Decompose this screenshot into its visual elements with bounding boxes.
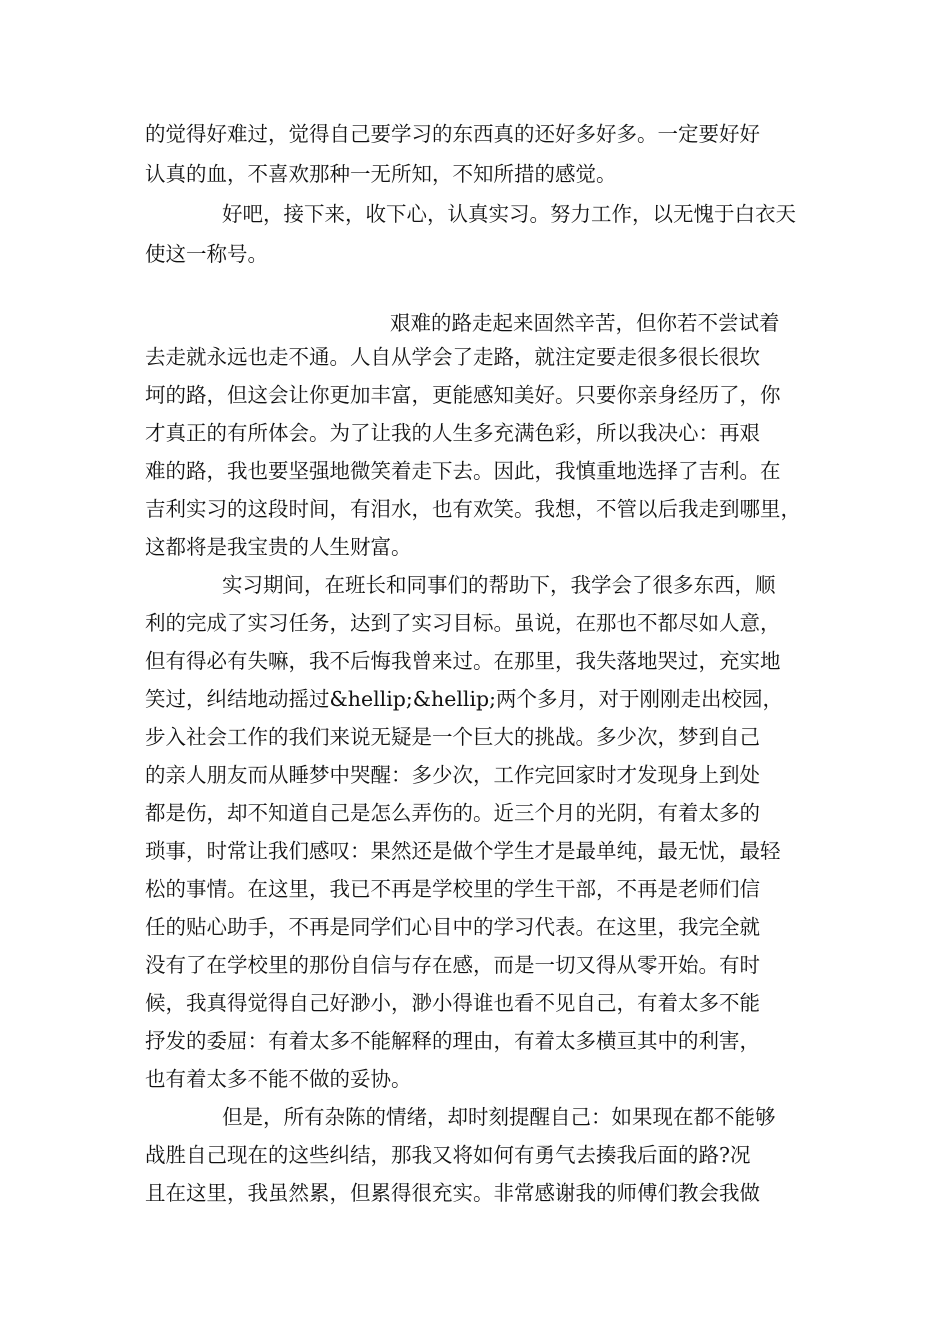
text-line: 松的事情。在这里，我已不再是学校里的学生干部，不再是老师们信 <box>145 877 760 901</box>
text-line: 笑过，纠结地动摇过&hellip;&hellip;两个多月，对于刚刚走出校园， <box>145 687 784 711</box>
text-line: 利的完成了实习任务，达到了实习目标。虽说，在那也不都尽如人意， <box>145 611 781 635</box>
text-line: 坷的路，但这会让你更加丰富，更能感知美好。只要你亲身经历了，你 <box>145 383 781 407</box>
text-line: 抒发的委屈：有着太多不能解释的理由，有着太多横亘其中的利害， <box>145 1029 760 1053</box>
text-line: 但有得必有失嘛，我不后悔我曾来过。在那里，我失落地哭过，充实地 <box>145 649 781 673</box>
text-line: 认真的血，不喜欢那种一无所知，不知所措的感觉。 <box>145 162 617 186</box>
text-line: 战胜自己现在的这些纠结，那我又将如何有勇气去揍我后面的路?况 <box>145 1143 751 1167</box>
text-line: 去走就永远也走不通。人自从学会了走路，就注定要走很多很长很坎 <box>145 345 760 369</box>
text-line: 且在这里，我虽然累，但累得很充实。非常感谢我的师傅们教会我做 <box>145 1181 760 1205</box>
text-line: 才真正的有所体会。为了让我的人生多充满色彩，所以我决心：再艰 <box>145 421 760 445</box>
text-line: 步入社会工作的我们来说无疑是一个巨大的挑战。多少次，梦到自己 <box>145 725 760 749</box>
text-line: 都是伤，却不知道自己是怎么弄伤的。近三个月的光阴，有着太多的 <box>145 801 760 825</box>
text-line: 没有了在学校里的那份自信与存在感，而是一切又得从零开始。有时 <box>145 953 760 977</box>
text-line: 艰难的路走起来固然辛苦，但你若不尝试着 <box>390 311 780 335</box>
text-line: 任的贴心助手，不再是同学们心目中的学习代表。在这里，我完全就 <box>145 915 760 939</box>
text-line: 也有着太多不能不做的妥协。 <box>145 1067 412 1091</box>
text-line: 使这一称号。 <box>145 242 268 266</box>
text-line: 好吧，接下来，收下心，认真实习。努力工作，以无愧于白衣天 <box>222 202 796 226</box>
text-line: 的亲人朋友而从睡梦中哭醒：多少次，工作完回家时才发现身上到处 <box>145 763 760 787</box>
text-line: 这都将是我宝贵的人生财富。 <box>145 535 412 559</box>
text-line: 吉利实习的这段时间，有泪水，也有欢笑。我想，不管以后我走到哪里， <box>145 497 801 521</box>
text-line: 的觉得好难过，觉得自己要学习的东西真的还好多好多。一定要好好 <box>145 122 760 146</box>
text-line: 但是，所有杂陈的情绪，却时刻提醒自己：如果现在都不能够 <box>222 1105 776 1129</box>
text-line: 难的路，我也要坚强地微笑着走下去。因此，我慎重地选择了吉利。在 <box>145 459 781 483</box>
text-line: 候，我真得觉得自己好渺小，渺小得谁也看不见自己，有着太多不能 <box>145 991 760 1015</box>
text-line: 实习期间，在班长和同事们的帮助下，我学会了很多东西，顺 <box>222 573 776 597</box>
text-line: 琐事，时常让我们感叹：果然还是做个学生才是最单纯，最无忧，最轻 <box>145 839 781 863</box>
